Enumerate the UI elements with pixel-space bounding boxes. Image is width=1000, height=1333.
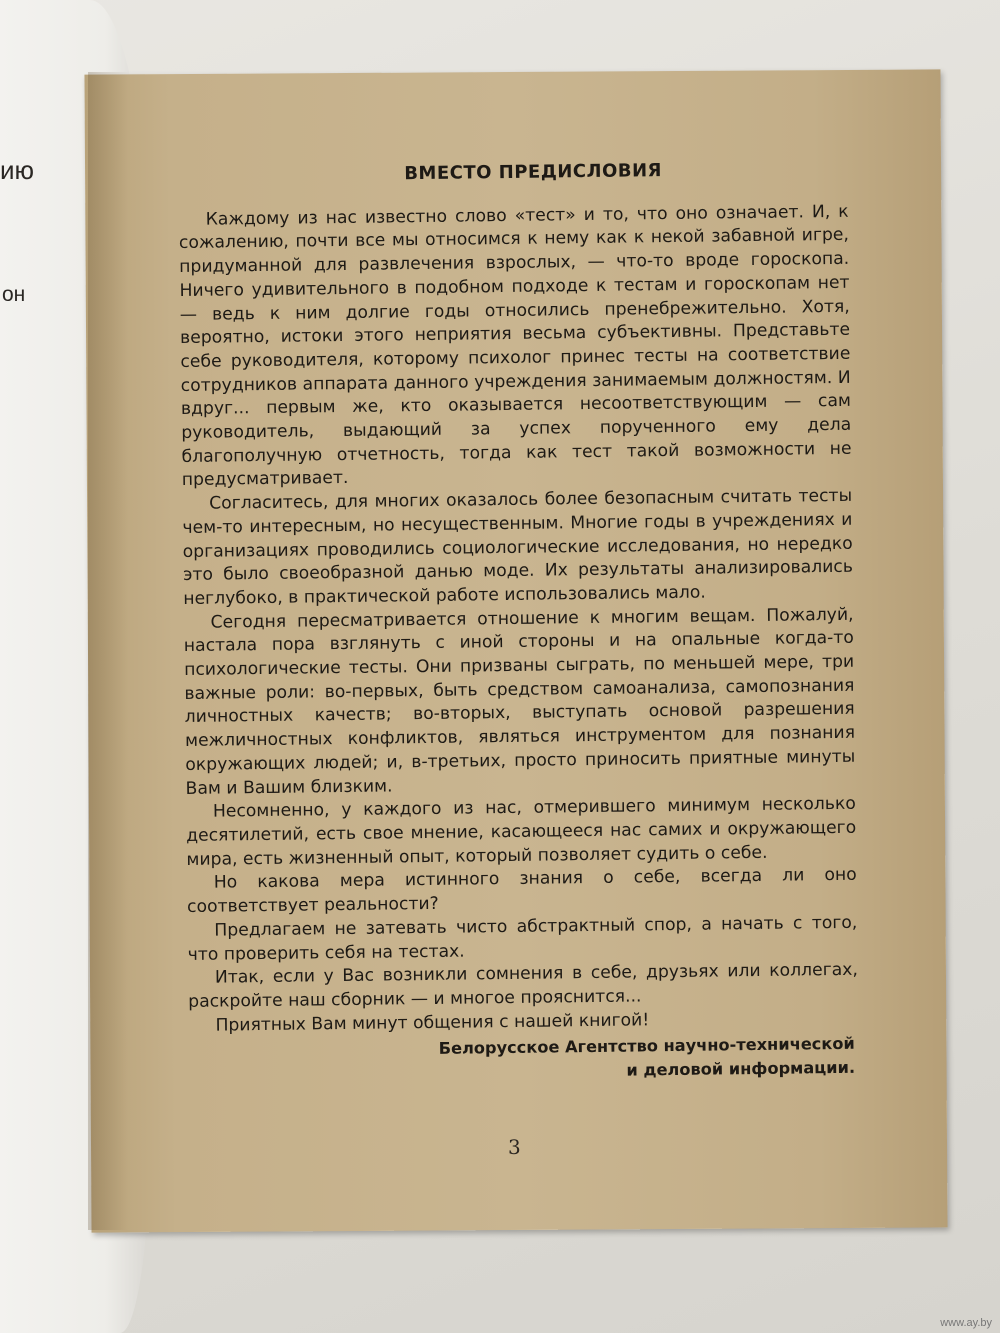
paragraph: Сегодня пересматривается отношение к многим вещам. Пожалуй, настала пора взглянуть с иной стороны и на опальные когда-то психологические тесты. Они призваны сыграть, по меньшей мере, три важные роли: во-первых, быть средством самоанализа, самопознания личностных качеств; во-вторых, выступать основой разрешения межличностных конфликтов, являться инструментом для познания окружающих людей; и, в-третьих, просто приносить приятные минуты Вам и Вашим близким. xyxy=(183,604,856,799)
signature-line: Белорусское Агентство научно-технической xyxy=(438,1034,855,1059)
paragraph: Итак, если у Вас возникли сомнения в себе, друзьях или коллегах, раскройте наш сборник — и многое прояснится... xyxy=(188,959,859,1012)
page-number: 3 xyxy=(508,1135,521,1159)
page-content xyxy=(178,157,859,1088)
paragraph: Согласитесь, для многих оказалось более безопасным считать тесты чем-то интересным, но несущественным. Многие годы в учреждениях и организациях проводились социологические исследования, но нередко это было своеобразной данью моде. Их результаты анализировались неглубоко, в практической работе использовались мало. xyxy=(182,485,854,609)
paragraph: Несомненно, у каждого из нас, отмерившего минимум несколько десятилетий, есть свое мнение, касающееся нас самих и окружающего мира, есть жизненный опыт, который позволяет судить о себе. xyxy=(186,794,857,870)
page-title: ВМЕСТО ПРЕДИСЛОВИЯ xyxy=(404,160,663,185)
paragraph: Предлагаем не затевать чисто абстрактный спор, а начать с того, что проверить себя на тестах. xyxy=(187,912,858,965)
paragraph: Приятных Вам минут общения с нашей книгой! xyxy=(215,1009,650,1036)
signature-line: и деловой информации. xyxy=(626,1058,856,1080)
prev-page-fragment: ию xyxy=(0,155,35,185)
signature xyxy=(189,1032,860,1088)
paragraph: Но какова мера истинного знания о себе, всегда ли оно соответствует реальности? xyxy=(186,865,857,918)
paragraph: Каждому из нас известно слово «тест» и то, что оно означает. И, к сожалению, почти все мы относимся к нему как к некой забавной игре, придуманной для развлечения взрослых, — что-то вроде гороскопа. Ничего удивительного в подобном подходе к тестам и гороскопам нет — ведь к ним долгие годы относились пренебрежительно. Хотя, вероятно, истоки этого неприятия весьма субъективны. Представьте себе руководителя, которому психолог принес тесты на соответствие сотрудников аппарата данного учреждения занимаемым должностям. И вдруг... первым же, кто оказывается несоответствующим — сам руководитель, выдающий за успех порученного ему дела благополучную отчетность, тогда как тест такой возможности не предусматривает. xyxy=(178,201,852,491)
watermark: www.ay.by xyxy=(940,1317,992,1329)
prev-page-fragment: он xyxy=(2,283,26,306)
